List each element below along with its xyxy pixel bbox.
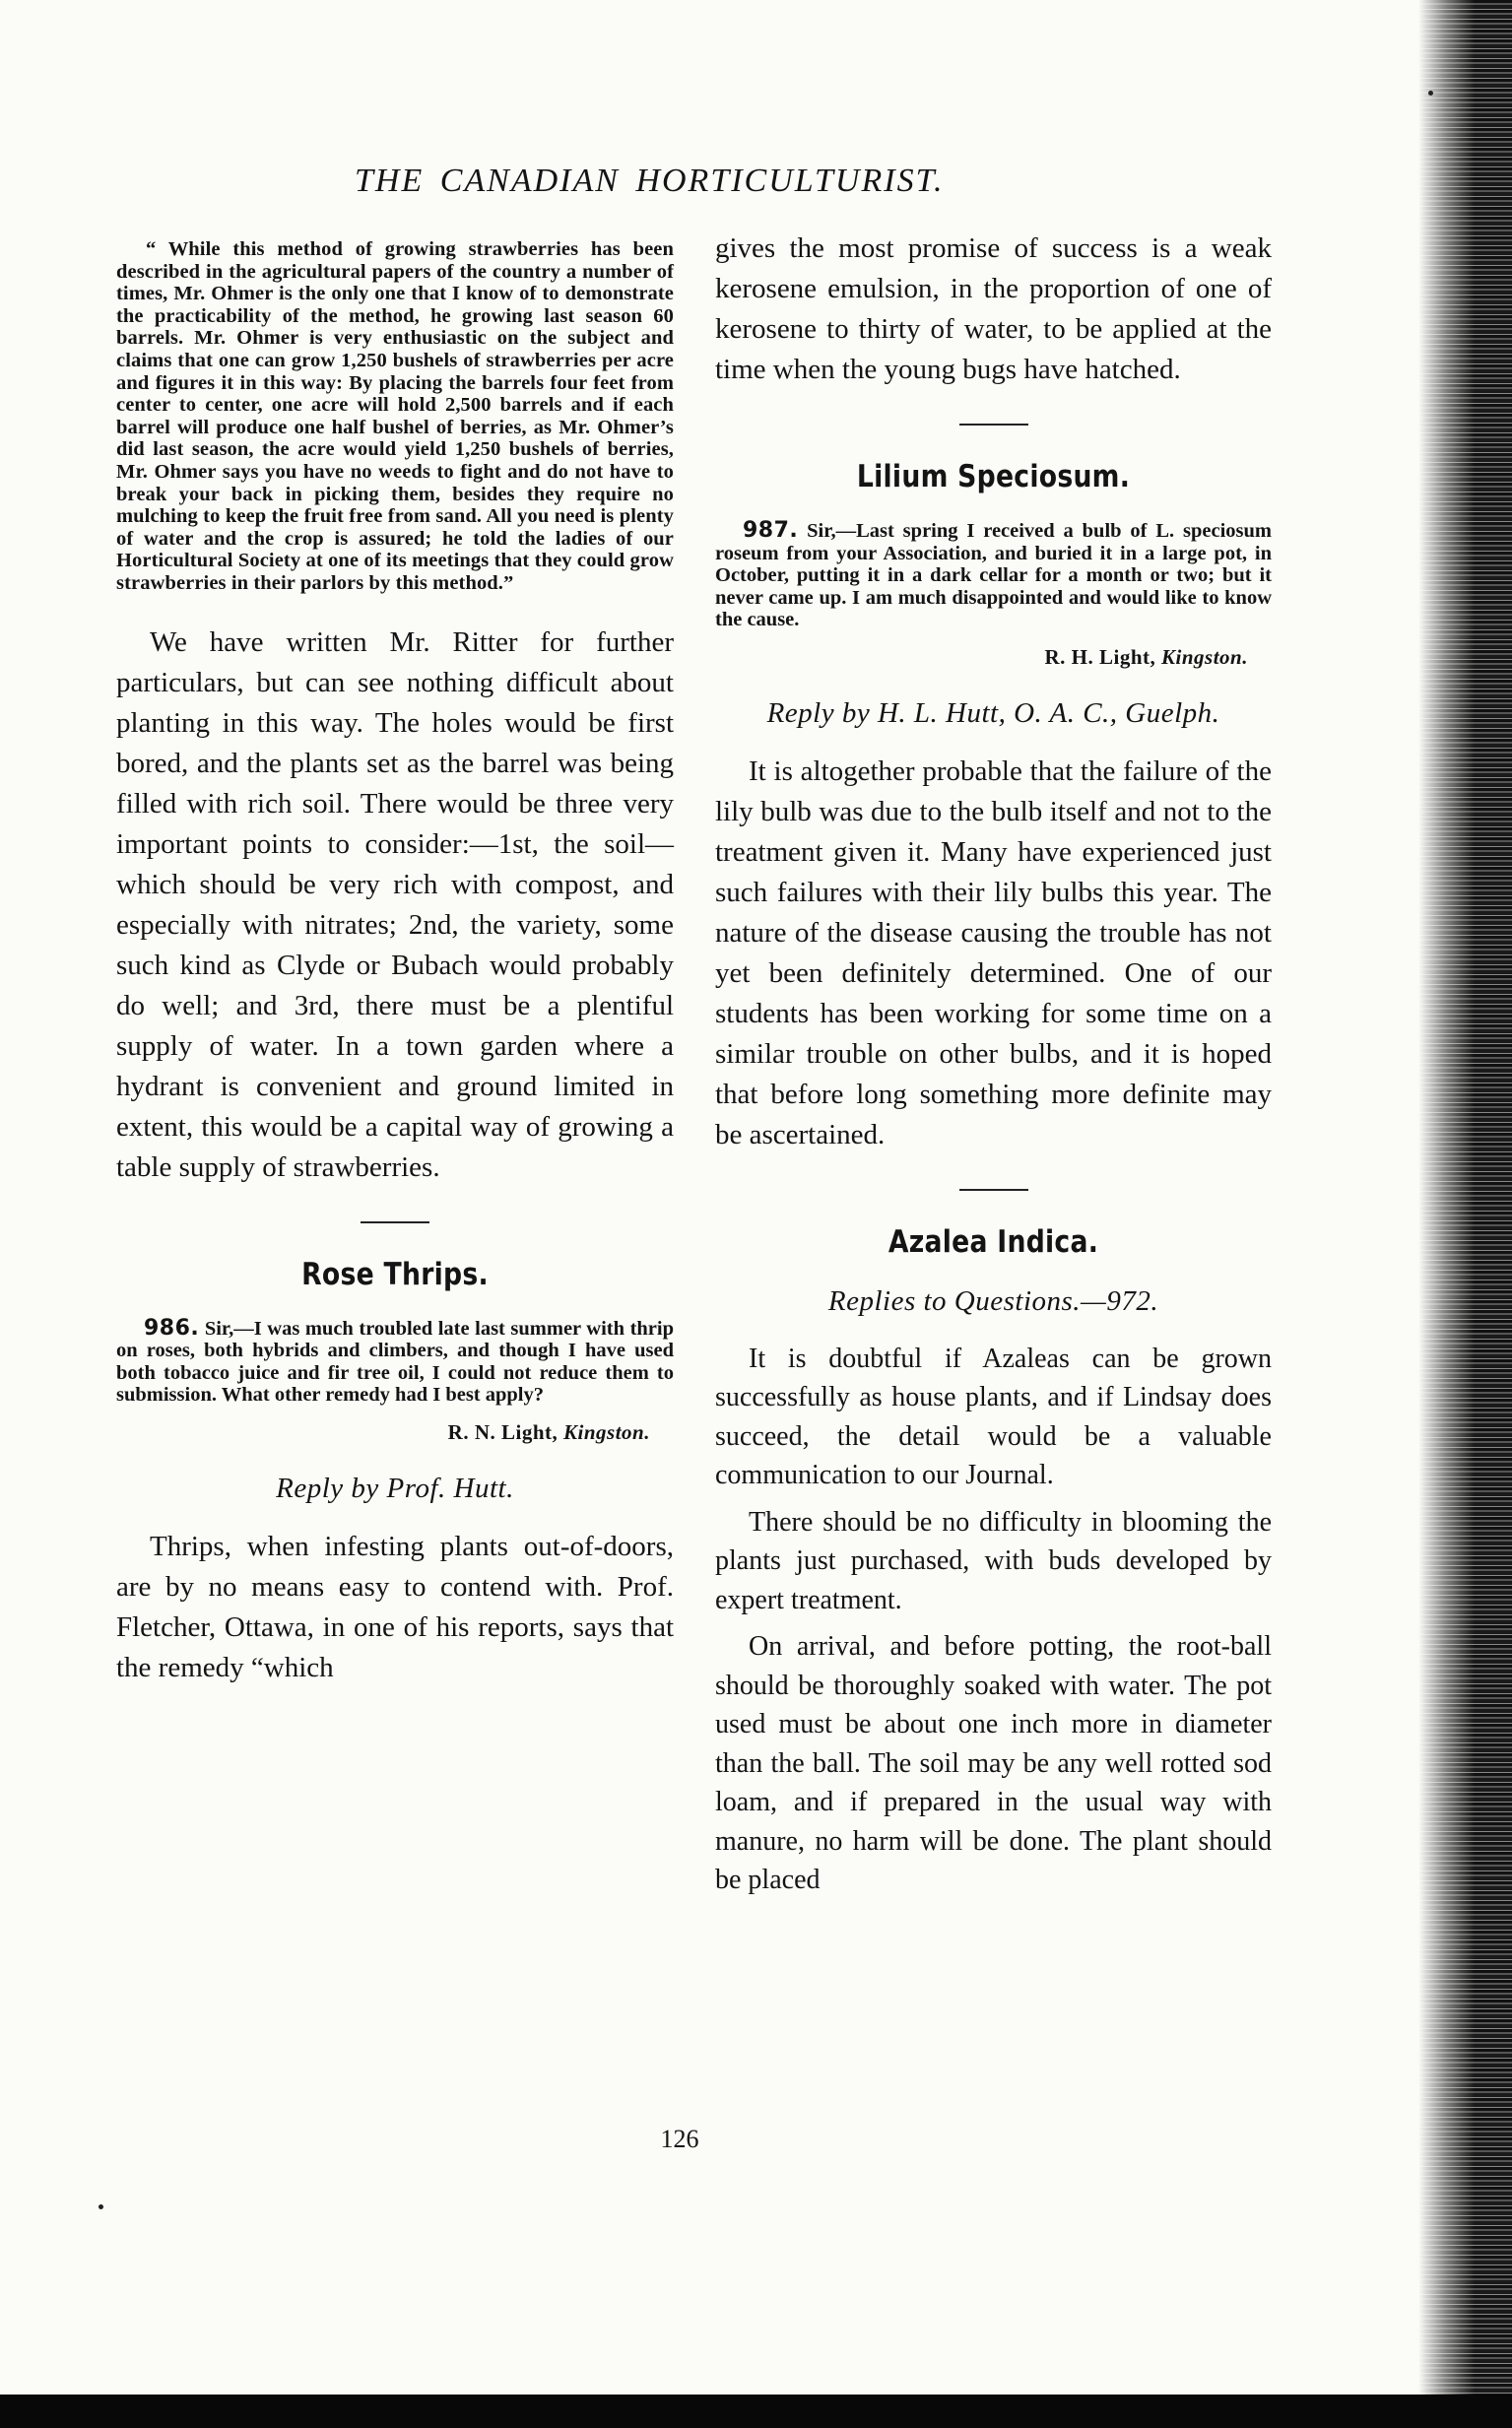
section-divider [361, 1221, 429, 1223]
speck [1428, 91, 1433, 96]
letter-number: 986. [144, 1315, 200, 1341]
reply-heading: Replies to Questions.—972. [827, 1284, 1159, 1317]
section-divider [959, 1189, 1028, 1191]
scan-edge-shadow [1418, 0, 1512, 2428]
letter-text: Sir,—I was much troubled late last summer with thrip on roses, both hybrids and climbers, and though I have used both tobacco juice and fir tree oil, I could not reduce them to submission. What other remedy had I best apply? [116, 1317, 674, 1407]
reply-heading: Reply by Prof. Hutt. [276, 1472, 514, 1504]
section-divider [959, 424, 1028, 426]
azalea-paragraph: There should be no difficulty in blooming the plants just purchased, with buds developed by expert treatment. [715, 1506, 1272, 1615]
running-head: THE CANADIAN HORTICULTURIST. [355, 163, 945, 199]
reply-heading: Reply by H. L. Hutt, O. A. C., Guelph. [766, 696, 1220, 729]
letter-signature [116, 1420, 650, 1445]
signature-name: R. N. Light, [447, 1419, 559, 1444]
azalea-paragraph: It is doubtful if Azaleas can be grown successfully as house plants, and if Lindsay does succeed, the detail would be a valuable communication to our Journal. [715, 1343, 1272, 1491]
scan-bottom-edge [0, 2395, 1512, 2428]
letter-number: 987. [743, 518, 799, 543]
signature-place: Kingston. [563, 1419, 650, 1444]
signature-name: R. H. Light, [1044, 644, 1156, 669]
speck [99, 2204, 103, 2209]
signature-place: Kingston. [1161, 644, 1248, 669]
letter-signature [715, 645, 1248, 670]
azalea-heading: Azalea Indica. [887, 1223, 1099, 1260]
page-number: 126 [660, 2125, 699, 2153]
strawberry-paragraph: We have written Mr. Ritter for further particulars, but can see nothing difficult about planting in this way. The holes would be first bored, and the plants set as the barrel was being filled with rich soil. There would be three very important points to consider:—1st, the soil—which should be very rich with compost, and especially with nitrates; 2nd, the variety, some such kind as Clyde or Bubach would probably do well; and 3rd, there must be a plentiful supply of water. In a town garden where a hydrant is convenient and ground limited in extent, this would be a capital way of growing a table supply of strawberries. [116, 625, 674, 1183]
letter-987 [715, 520, 1272, 631]
thrips-reply-text: Thrips, when infesting plants out-of-doors, are by no means easy to contend with. Prof. Fletcher, Ottawa, in one of his reports, says that the remedy “which [116, 1530, 674, 1683]
letter-986 [116, 1315, 674, 1407]
thrips-reply-continuation: gives the most promise of success is a weak kerosene emulsion, in the proportion of one of kerosene to thirty of water, to be applied at the time when the young bugs have hatched. [715, 232, 1272, 385]
letter-text: Sir,—Last spring I received a bulb of L. speciosum roseum from your Association, and buried it in a large pot, in October, putting it in a dark cellar for a month or two; but it never came up. I am much disappointed and would like to know the cause. [715, 520, 1273, 631]
azalea-paragraph: On arrival, and before potting, the root-ball should be thoroughly soaked with water. The pot used must be about one inch more in diameter than the ball. The soil may be any well rotted sod loam, and if prepared in the usual way with manure, no harm will be done. The plant should be placed [715, 1631, 1272, 1896]
right-column [715, 229, 1272, 1908]
lilium-reply-text: It is altogether probable that the failure of the lily bulb was due to the bulb itself and not to the treatment given it. Many have experienced just such failures with their lily bulbs this year. The nature of the disease causing the trouble has not yet been definitely determined. One of our students has been working for some time on a similar trouble on other bulbs, and it is hoped that before long something more definite may be ascertained. [715, 755, 1272, 1150]
left-column [116, 229, 674, 1696]
rose-thrips-heading: Rose Thrips. [301, 1256, 489, 1292]
ohmer-quote: “ While this method of growing strawberries has been described in the agricultural papers of the country a number of times, Mr. Ohmer is the only one that I know of to demonstrate the practicability of the method, he growing last season 60 barrels. Mr. Ohmer is very enthusiastic on the subject and claims that one can grow 1,250 bushels of strawberries per acre and figures it in this way: By placing the barrels four feet from center to center, one acre will hold 2,500 barrels and if each barrel will produce one half bushel of berries, as Mr. Ohmer’s did last season, the acre would yield 1,250 bushels of berries, Mr. Ohmer says you have no weeds to fight and do not have to break your back in picking them, besides they require no mulching to keep the fruit free from sand. All you need is plenty of water and the crop is assured; he told the ladies of our Horticultural Society at one of its meetings that they could grow strawberries in their parlors by this method.” [116, 238, 674, 594]
lilium-heading: Lilium Speciosum. [856, 459, 1131, 494]
